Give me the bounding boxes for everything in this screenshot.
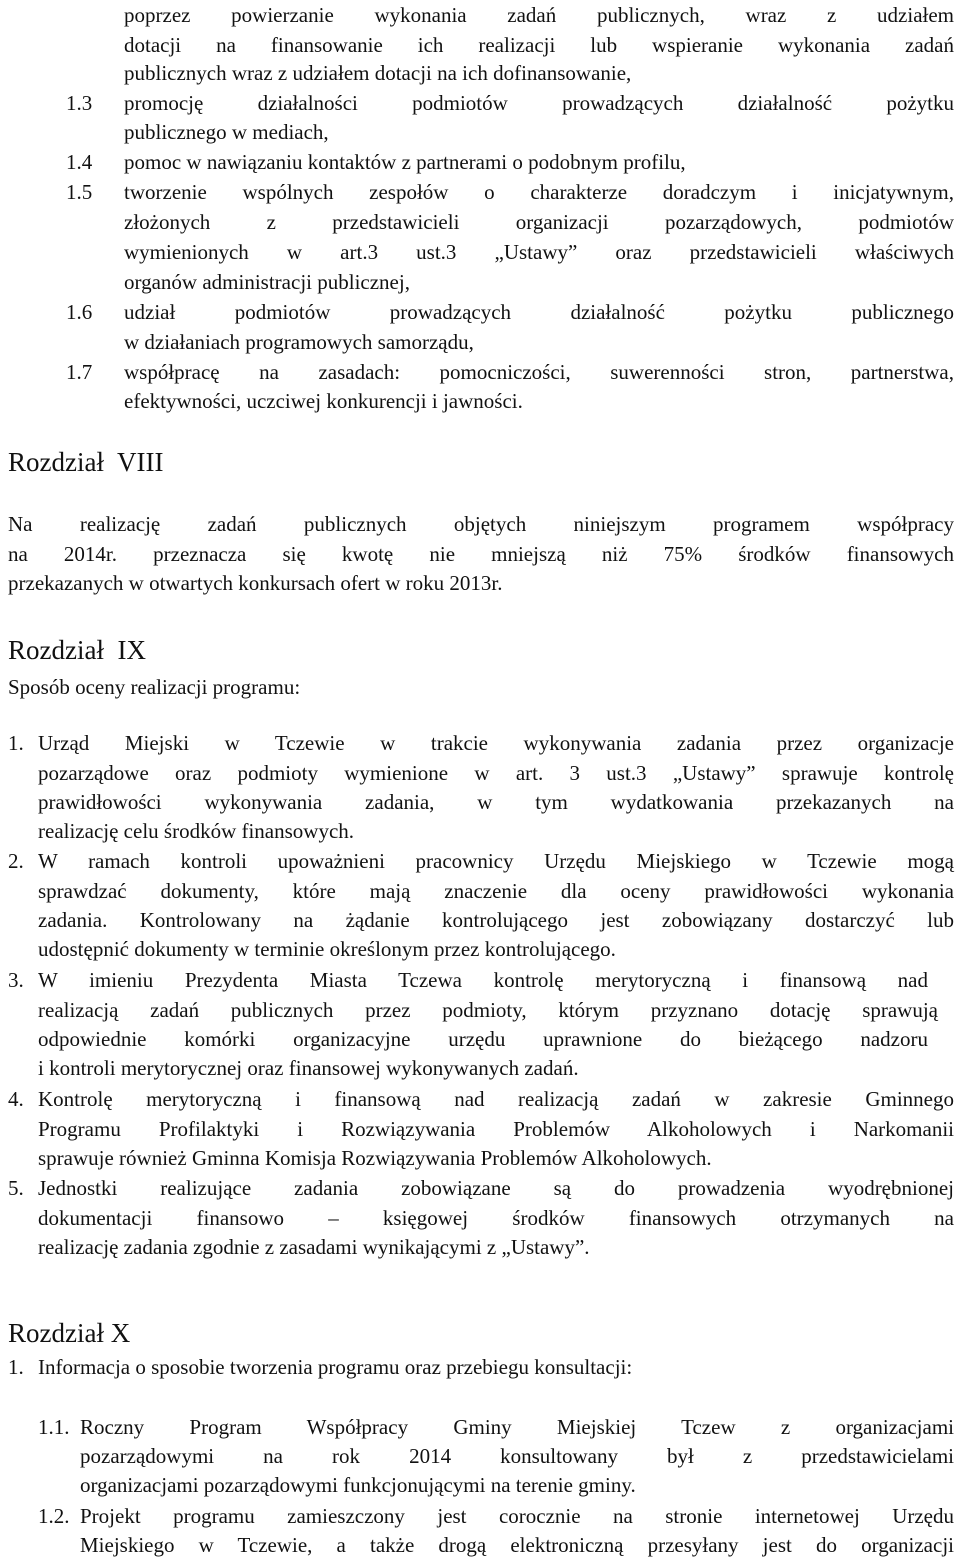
item-line: efektywności, uczciwej konkurencji i jawności. (124, 389, 523, 413)
item-line: promocję działalności podmiotów prowadzących działalność pożytku (124, 91, 954, 115)
point-line: Kontrolę merytoryczną i finansową nad realizacją zadań w zakresie Gminnego (38, 1087, 954, 1111)
chapter-line: Na realizację zadań publicznych objętych niniejszym programem współpracy (8, 512, 954, 536)
point-line: Urząd Miejski w Tczewie w trakcie wykonywania zadania przez organizacje (38, 731, 954, 755)
point-line: prawidłowości wykonywania zadania, w tym wydatkowania przekazanych na (38, 790, 954, 814)
item-number: 1.5 (66, 180, 93, 204)
chapter-line: na 2014r. przeznacza się kwotę nie mniejszą niż 75% środków finansowych (8, 542, 954, 566)
point-line: realizację zadania zgodnie z zasadami wynikającymi z „Ustawy”. (38, 1235, 590, 1259)
item-line: w działaniach programowych samorządu, (124, 330, 474, 354)
item-line: organów administracji publicznej, (124, 270, 410, 294)
point-line: realizację celu środków finansowych. (38, 819, 355, 843)
subpoint-number: 1.1. (38, 1415, 70, 1439)
point-line: zadania. Kontrolowany na żądanie kontrolującego jest zobowiązany dostarczyć lub (38, 908, 954, 932)
subpoint-line: pozarządowymi na rok 2014 konsultowany był z przedstawicielami (80, 1444, 954, 1468)
subpoint-number: 1.2. (38, 1504, 70, 1528)
point-line: udostępnić dokumenty w terminie określonym przez kontrolującego. (38, 937, 616, 961)
item-line: złożonych z przedstawicieli organizacji pozarządowych, podmiotów (124, 210, 954, 234)
item-line: współpracę na zasadach: pomocniczości, suwerenności stron, partnerstwa, (124, 360, 954, 384)
subpoint-line: Projekt programu zamieszczony jest corocznie na stronie internetowej Urzędu (80, 1504, 954, 1528)
item-line: wymienionych w art.3 ust.3 „Ustawy” oraz przedstawicieli właściwych (124, 240, 954, 264)
chapter-heading: Rozdział VIII (8, 447, 164, 477)
point-line: pozarządowe oraz podmioty wymienione w art. 3 ust.3 „Ustawy” sprawuje kontrolę (38, 761, 954, 785)
item-number: 1.6 (66, 300, 93, 324)
point-line: W ramach kontroli upoważnieni pracownicy Urzędu Miejskiego w Tczewie mogą (38, 849, 954, 873)
point-line: dokumentacji finansowo – księgowej środków finansowych otrzymanych na (38, 1206, 954, 1230)
point-number: 1. (8, 731, 24, 755)
point-number: 3. (8, 968, 24, 992)
point-line: realizacją zadań publicznych przez podmioty, którym przyznano dotację sprawują (38, 998, 938, 1022)
chapter-heading: Rozdział X (8, 1318, 131, 1348)
point-line: W imieniu Prezydenta Miasta Tczewa kontrolę merytoryczną i finansową nad (38, 968, 928, 992)
point-number: 5. (8, 1176, 24, 1200)
item-line: pomoc w nawiązaniu kontaktów z partnerami o podobnym profilu, (124, 150, 686, 174)
subpoint-line: Miejskiego w Tczewie, a także drogą elektroniczną przesyłany jest do organizacji (80, 1533, 954, 1557)
point-line: Informacja o sposobie tworzenia programu oraz przebiegu konsultacji: (38, 1355, 633, 1379)
point-line: i kontroli merytorycznej oraz finansowej wykonywanych zadań. (38, 1056, 579, 1080)
item-number: 1.7 (66, 360, 93, 384)
chapter-line: przekazanych w otwartych konkursach ofert w roku 2013r. (8, 571, 503, 595)
item-number: 1.3 (66, 91, 93, 115)
item-line: publicznego w mediach, (124, 120, 329, 144)
point-line: sprawdzać dokumenty, które mają znaczenie dla oceny prawidłowości wykonania (38, 879, 954, 903)
chapter-heading: Rozdział IX (8, 635, 146, 665)
subpoint-line: Roczny Program Współpracy Gminy Miejskiej Tczew z organizacjami (80, 1415, 954, 1439)
item-line: tworzenie wspólnych zespołów o charakterze doradczym i inicjatywnym, (124, 180, 954, 204)
intro-line: dotacji na finansowanie ich realizacji lub wspieranie wykonania zadań (124, 33, 954, 57)
subpoint-line: organizacjami pozarządowymi funkcjonującymi na terenie gminy. (80, 1473, 636, 1497)
item-line: udział podmiotów prowadzących działalność pożytku publicznego (124, 300, 954, 324)
item-number: 1.4 (66, 150, 93, 174)
chapter-subheading: Sposób oceny realizacji programu: (8, 675, 301, 699)
point-line: odpowiednie komórki organizacyjne urzędu uprawnione do bieżącego nadzoru (38, 1027, 928, 1051)
point-number: 4. (8, 1087, 24, 1111)
point-line: Programu Profilaktyki i Rozwiązywania Problemów Alkoholowych i Narkomanii (38, 1117, 954, 1141)
point-number: 2. (8, 849, 24, 873)
intro-line: publicznych wraz z udziałem dotacji na ich dofinansowanie, (124, 61, 632, 85)
point-number: 1. (8, 1355, 24, 1379)
point-line: Jednostki realizujące zadania zobowiązane są do prowadzenia wyodrębnionej (38, 1176, 954, 1200)
intro-line: poprzez powierzanie wykonania zadań publicznych, wraz z udziałem (124, 3, 954, 27)
point-line: sprawuje również Gminna Komisja Rozwiązywania Problemów Alkoholowych. (38, 1146, 712, 1170)
